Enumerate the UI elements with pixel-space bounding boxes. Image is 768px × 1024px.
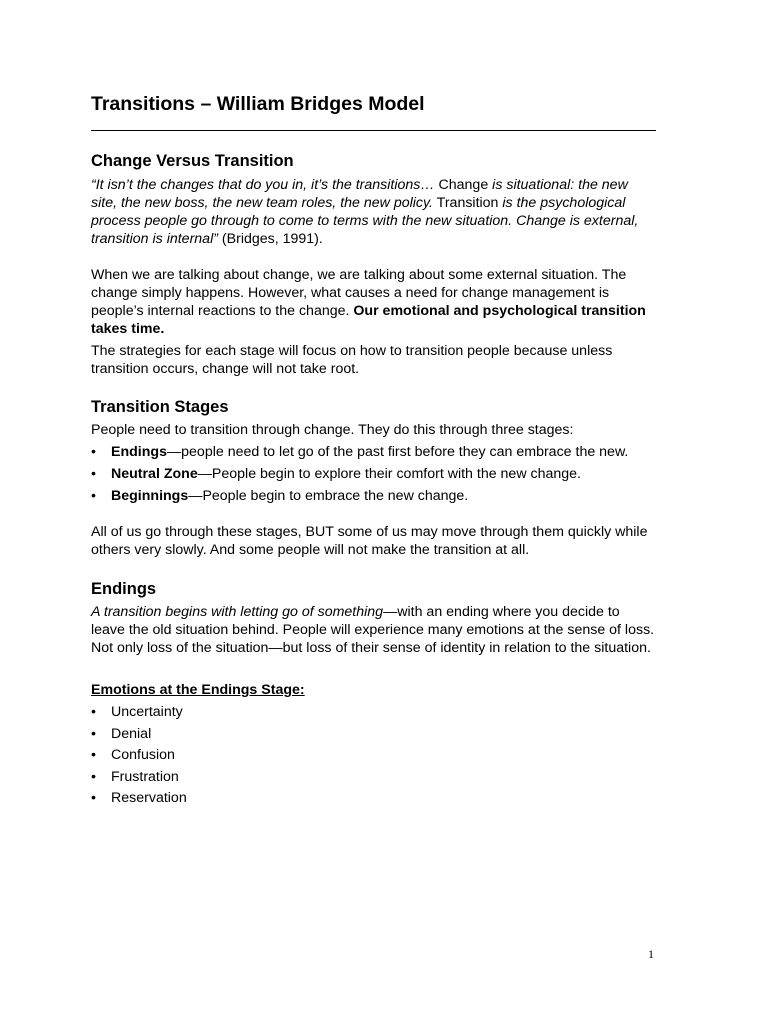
stages-list xyxy=(91,443,656,505)
quote-part: is situational: the new site, the new boss, the new team roles, the new policy. xyxy=(91,177,628,211)
paragraph-text: When we are talking about change, we are talking about some external situation. The change simply happens. However, what causes a need for change management is people’s internal reactions to the change. xyxy=(91,267,627,319)
emotion-label: Frustration xyxy=(111,768,179,785)
list-item xyxy=(91,443,656,461)
endings-text: —with an ending where you decide to leave the old situation behind. People will experience many emotions at the sense of loss. Not only loss of the situation—but loss of their sense of identity in relation to the situation. xyxy=(91,604,655,656)
endings-paragraph xyxy=(91,603,656,657)
quote-citation: (Bridges, 1991). xyxy=(217,231,323,247)
list-item xyxy=(91,465,656,483)
quote-part: Transition xyxy=(433,195,503,211)
stage-term: Beginnings xyxy=(111,488,189,504)
bullet-icon: • xyxy=(91,725,96,742)
bullet-icon: • xyxy=(91,466,96,482)
stage-term: Endings xyxy=(111,444,167,460)
stage-description: —people need to let go of the past first before they can embrace the new. xyxy=(166,444,629,460)
stage-term: Neutral Zone xyxy=(111,466,198,482)
quote-part: Change xyxy=(434,177,493,193)
change-explanation-paragraph xyxy=(91,266,656,338)
stages-intro: People need to transition through change. They do this through three stages: xyxy=(91,422,574,438)
bullet-icon: • xyxy=(91,747,96,764)
page-content xyxy=(91,92,656,811)
stage-description: —People begin to explore their comfort with the new change. xyxy=(197,466,582,482)
bullet-icon: • xyxy=(91,704,96,720)
bullet-icon: • xyxy=(91,790,96,807)
emotions-heading: Emotions at the Endings Stage: xyxy=(91,682,305,698)
quote-part: “It isn’t the changes that do you in, it’s the transitions… xyxy=(91,177,435,193)
list-item xyxy=(91,768,656,786)
section-heading-transition-stages: Transition Stages xyxy=(91,398,229,416)
quote-part: is the psychological process people go through to come to terms with the new situation. Change is external, transition is internal” xyxy=(91,195,639,247)
emotion-label: Confusion xyxy=(111,747,175,764)
emotion-label: Reservation xyxy=(111,790,187,807)
list-item xyxy=(91,725,656,743)
title-rule xyxy=(91,130,656,131)
bullet-icon: • xyxy=(91,488,96,504)
bullet-icon: • xyxy=(91,444,96,460)
stages-closing-paragraph: All of us go through these stages, BUT some of us may move through them quickly while others very slowly. And some people will not make the transition at all. xyxy=(91,524,648,558)
section-heading-change-versus-transition: Change Versus Transition xyxy=(91,152,294,170)
emotion-label: Uncertainty xyxy=(111,704,183,720)
paragraph-emphasis: Our emotional and psychological transition takes time. xyxy=(91,303,646,337)
list-item xyxy=(91,746,656,764)
endings-emphasis: A transition begins with letting go of something xyxy=(91,604,384,620)
list-item xyxy=(91,487,656,505)
section-heading-endings: Endings xyxy=(91,580,157,598)
list-item xyxy=(91,703,656,721)
page-number: 1 xyxy=(648,947,654,961)
strategies-paragraph: The strategies for each stage will focus on how to transition people because unless transition occurs, change will not take root. xyxy=(91,343,613,377)
stage-description: —People begin to embrace the new change. xyxy=(188,488,469,504)
document-title: Transitions – William Bridges Model xyxy=(91,93,425,115)
emotion-label: Denial xyxy=(111,725,152,742)
bullet-icon: • xyxy=(91,768,96,785)
bridges-quote-paragraph xyxy=(91,176,656,248)
emotions-list xyxy=(91,703,656,807)
list-item xyxy=(91,789,656,807)
